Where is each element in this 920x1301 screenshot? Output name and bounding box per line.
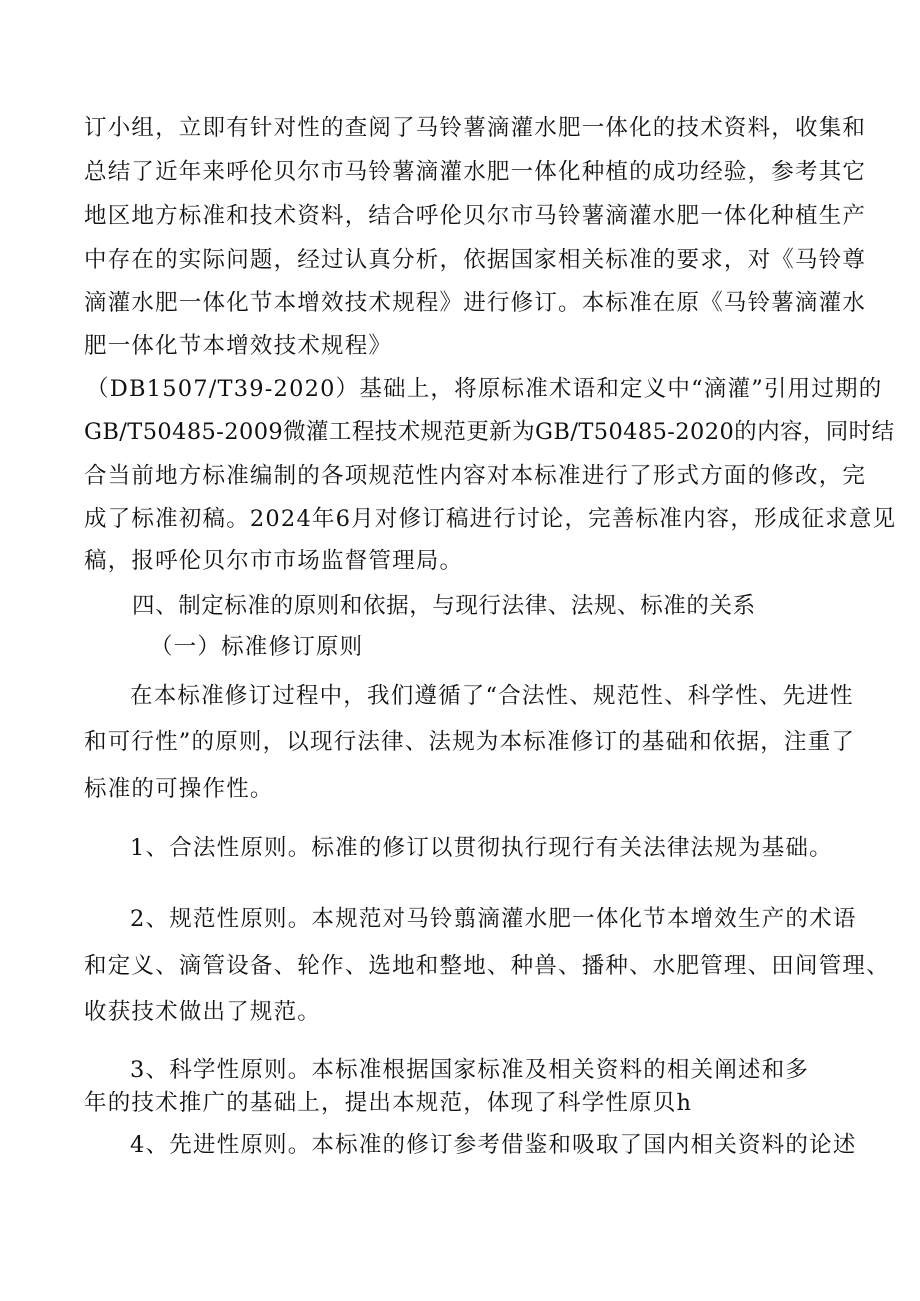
intro-line-5: 滴灌水肥一体化节本增效技术规程》进行修订。本标准在原《马铃薯滴灌水 [84,290,867,316]
principle-line-1: 在本标准修订过程中，我们遵循了“合法性、规范性、科学性、先进性 [130,683,854,709]
intro-line-1: 订小组，立即有针对性的查阅了马铃薯滴灌水肥一体化的技术资料，收集和 [84,115,867,141]
item-1-line: 1、合法性原则。标准的修订以贯彻执行现行有关法律法规为基础。 [130,835,833,861]
section-heading: 四、制定标准的原则和依据，与现行法律、法规、标准的关系 [132,593,756,619]
subsection-heading: （一）标准修订原则 [150,634,364,660]
intro-line-4: 中存在的实际问题，经过认真分析，依据国家相关标准的要求，对《马铃尊 [84,247,867,273]
revision-line-4: 成了标准初稿。2024年6月对修订稿进行讨论，完善标准内容，形成征求意见 [84,506,897,532]
intro-line-2: 总结了近年来呼伦贝尔市马铃薯滴灌水肥一体化种植的成功经验，参考其它 [84,159,867,185]
revision-line-2: GB/T50485-2009微灌工程技术规范更新为GB/T50485-2020的内容，同时结 [84,419,895,445]
revision-line-1: （DB1507/T39-2020）基础上，将原标准术语和定义中“滴灌”引用过期的 [86,376,883,402]
item-4-line: 4、先进性原则。本标准的修订参考借鉴和吸取了国内相关资料的论述 [130,1132,857,1158]
revision-line-3: 合当前地方标准编制的各项规范性内容对本标准进行了形式方面的修改，完 [84,463,867,489]
item-2-line-1: 2、规范性原则。本规范对马铃翦滴灌水肥一体化节本增效生产的术语 [130,906,857,932]
item-2-line-3: 收获技术做出了规范。 [84,999,322,1025]
principle-line-2: 和可行性”的原则，以现行法律、法规为本标准修订的基础和依据，注重了 [84,729,856,755]
intro-line-6: 肥一体化节本增效技术规程》 [84,333,393,359]
item-2-line-2: 和定义、滴管设备、轮作、选地和整地、种兽、播种、水肥管理、田间管理、 [84,953,890,979]
principle-line-3: 标准的可操作性。 [84,776,274,802]
intro-line-3: 地区地方标准和技术资料，结合呼伦贝尔市马铃薯滴灌水肥一体化种植生产 [84,203,867,229]
revision-line-5: 稿，报呼伦贝尔市市场监督管理局。 [84,548,464,574]
item-3-line-2: 年的技术推广的基础上，提出本规范，体现了科学性原贝h [84,1090,693,1116]
item-3-line-1: 3、科学性原则。本标准根据国家标准及相关资料的相关阐述和多 [130,1057,810,1083]
